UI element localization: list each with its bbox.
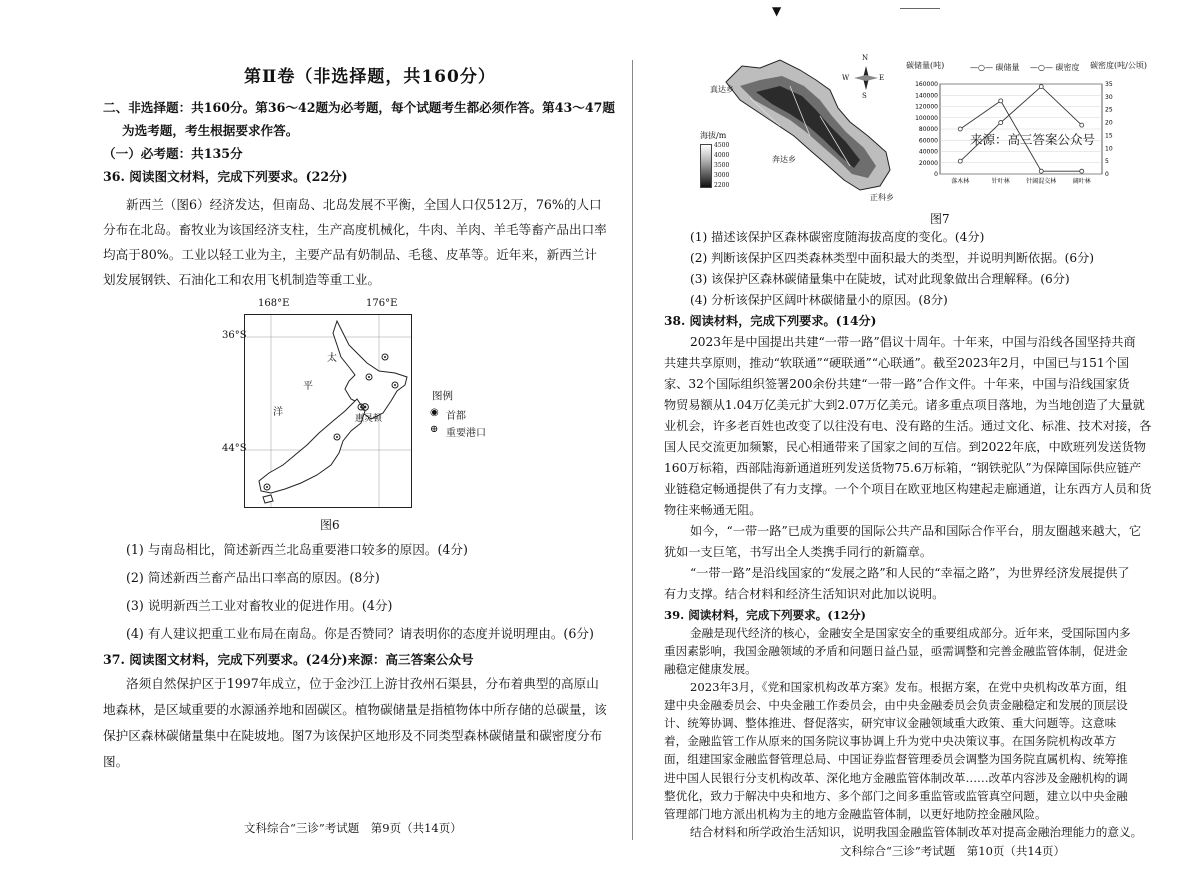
q36-item: (4) 有人建议把重工业布局在南岛。你是否赞同？请表明你的态度并说明理由。(6分): [126, 626, 594, 641]
left-footer: 文科综合“三诊”考试题 第9页（共14页）: [244, 821, 462, 835]
altitude-legend-bar: [700, 144, 712, 188]
chart-left-tick-label: 40000: [918, 148, 938, 156]
q39-text-line: 着，金融监管工作从原来的国务院议事协调上升为党中央决策议事。在国务院机构改革方: [664, 734, 1117, 749]
chart-left-tick-label: 100000: [915, 114, 938, 122]
chart-legend-storage: —○— 碳储量: [970, 63, 1020, 72]
ocean-label: 平: [303, 381, 313, 392]
chart-series-line-1: [960, 87, 1082, 162]
q39-heading: 39. 阅读材料，完成下列要求。(12分): [664, 608, 867, 622]
place-label: 真达乡: [710, 85, 734, 94]
chart-right-tick-label: 25: [1105, 106, 1113, 114]
chart-legend-density: —○— 碳密度: [1030, 63, 1080, 72]
altitude-value: 4000: [714, 152, 730, 159]
chart-right-tick-label: 20: [1105, 119, 1113, 127]
q37-heading: 37. 阅读图文材料，完成下列要求。(24分)来源：高三答案公众号: [103, 652, 474, 667]
q37-text-line: 保护区森林碳储量集中在陡坡地。图7为该保护区地形及不同类型森林碳储量和碳密度分布: [103, 728, 603, 743]
place-label: 奔达乡: [772, 155, 796, 164]
q36-item: (3) 说明新西兰工业对畜牧业的促进作用。(4分): [126, 598, 393, 613]
q39-text-line: 重因素影响，我国金融领域的矛盾和问题日益凸显，亟需调整和完善金融监管体制，促进金: [664, 644, 1128, 659]
chart-point-1: [999, 121, 1003, 125]
top-arrow-mark: ▼: [772, 4, 782, 18]
place-label: 正科乡: [870, 193, 894, 202]
chart-left-axis-title: 碳储量(吨): [906, 61, 945, 70]
q38-text-line: 2023年是中国提出共建“一带一路”倡议十周年。十年来，中国与沿线各国坚持共商: [690, 335, 1136, 349]
q37-text-line: 洛须自然保护区于1997年成立，位于金沙江上游甘孜州石渠县，分布着典型的高原山: [126, 676, 599, 691]
q39-text-line: 整优化，致力于解决中央和地方、多个部门之间多重监管或监管真空问题，建立以中央金融: [664, 788, 1128, 803]
chart-point-0: [999, 99, 1003, 103]
section-instructions-line-2: 为选考题，考生根据要求作答。: [122, 123, 299, 138]
q36-text-line: 划发展钢铁、石油化工和农用飞机制造等重工业。: [103, 272, 381, 287]
q38-text-line: 物贸易额从1.04万亿美元扩大到2.07万亿美元。诸多重点项目落地，为当地创造了大量就: [664, 398, 1145, 412]
chart-category-label: 针阔混交林: [1026, 178, 1057, 185]
section-instructions-line-1: 二、非选择题：共160分。第36～42题为必考题，每个试题考生都必须作答。第43～47题: [103, 100, 615, 115]
chart-point-0: [1039, 169, 1043, 173]
chart-watermark: 来源：高三答案公众号: [970, 132, 1096, 147]
chart-point-1: [1039, 85, 1043, 89]
q37-item: (4) 分析该保护区阔叶林碳储量小的原因。(8分): [690, 293, 948, 307]
chart-category-label: 针叶林: [991, 178, 1010, 185]
compass-icon: N E S W: [842, 54, 885, 100]
altitude-value: 3500: [714, 162, 730, 169]
q36-text-line: 分布在北岛。畜牧业为该国经济支柱，生产高度机械化，牛肉、羊肉、羊毛等畜产品出口率: [103, 222, 607, 237]
altitude-value: 3000: [714, 172, 730, 179]
q38-text-line: 业链稳定畅通提供了有力支撑。一个个项目在欧亚地区构建起走廊通道，让东西方人员和货: [664, 482, 1152, 496]
q38-text-line: 业机会，许多老百姓也改变了以往没有电、没有路的生活。通过文化、标准、技术对接，各: [664, 419, 1152, 433]
q39-text-line: 融稳定健康发展。: [664, 662, 757, 677]
q39-text-line: 进中国人民银行分支机构改革、深化地方金融监管体制改革……改革内容涉及金融机构的调: [664, 770, 1128, 785]
chart-right-tick-label: 35: [1105, 81, 1113, 88]
figure-6-caption: 图6: [320, 518, 340, 532]
q36-item: (2) 简述新西兰畜产品出口率高的原因。(8分): [126, 570, 380, 585]
chart-category-label: 阔叶林: [1072, 178, 1091, 185]
chart-left-tick-label: 0: [934, 171, 938, 178]
chart-left-tick-label: 60000: [918, 137, 938, 145]
q38-text-line: 犹如一支巨笔，书写出全人类携手同行的新篇章。: [664, 545, 933, 559]
chart-right-tick-label: 10: [1105, 145, 1113, 153]
q38-text-line: 共建共享原则，推动“软联通”“硬联通”“心联通”。截至2023年2月，中国已与151个国: [664, 356, 1130, 370]
latitude-label: 36°S: [222, 330, 247, 341]
new-zealand-map: [244, 314, 412, 508]
figure-7-caption: 图7: [930, 212, 950, 226]
chart-left-tick-label: 20000: [918, 159, 938, 167]
latitude-label: 44°S: [222, 443, 247, 454]
q36-item: (1) 与南岛相比，简述新西兰北岛重要港口较多的原因。(4分): [126, 542, 468, 557]
port-legend-icon: ⊕: [430, 424, 439, 435]
q37-item: (3) 该保护区森林碳储量集中在陡坡，试对此现象做出合理解释。(6分): [690, 272, 1070, 286]
q38-text-line: 有力支撑。结合材料和经济生活知识对此加以说明。: [664, 587, 945, 601]
q38-text-line: 物往来畅通无阻。: [664, 503, 762, 517]
altitude-value: 2200: [714, 182, 730, 189]
q38-text-line: 160万标箱，西部陆海新通道班列发送货物75.6万标箱，“钢铁驼队”为保障国际供应链产: [664, 461, 1142, 475]
altitude-legend-title: 海拔/m: [700, 131, 727, 140]
chart-right-tick-label: 15: [1105, 132, 1113, 140]
ocean-label: 太: [327, 353, 337, 364]
chart-left-tick-label: 120000: [915, 103, 938, 111]
chart-left-tick-label: 140000: [915, 92, 938, 100]
page-divider: [632, 60, 633, 840]
chart-right-tick-label: 0: [1105, 171, 1109, 178]
q37-item: (2) 判断该保护区四类森林类型中面积最大的类型，并说明判断依据。(6分): [690, 251, 1095, 265]
ocean-label: 洋: [273, 407, 283, 418]
q38-text-line: “一带一路”是沿线国家的“发展之路”和人民的“幸福之路”，为世界经济发展提供了: [690, 566, 1130, 580]
q37-text-line: 地森林，是区域重要的水源涵养地和固碳区。植物碳储量是指植物体中所存储的总碳量，该: [103, 702, 607, 717]
q36-text-line: 新西兰（图6）经济发达，但南岛、北岛发展不平衡，全国人口仅512万，76%的人口: [126, 197, 602, 212]
new-zealand-outline: [245, 315, 411, 507]
chart-point-0: [958, 127, 962, 131]
chart-left-tick-label: 80000: [918, 126, 938, 133]
q39-text-line: 金融是现代经济的核心，金融安全是国家安全的重要组成部分。近年来，受国际国内多: [690, 626, 1131, 641]
q39-text-line: 结合材料和所学政治生活知识，说明我国金融监管体制改革对提高金融治理能力的意义。: [690, 824, 1143, 839]
q37-item: (1) 描述该保护区森林碳密度随海拔高度的变化。(4分): [690, 230, 985, 244]
chart-left-tick-label: 160000: [915, 81, 938, 88]
capital-legend-icon: ◉: [430, 407, 439, 418]
q38-text-line: 家、32个国际组织签署200余份共建“一带一路”合作文件。十年来，中国与沿线国家货: [664, 377, 1130, 391]
q38-heading: 38. 阅读材料，完成下列要求。(14分): [664, 314, 877, 328]
chart-point-1: [1080, 123, 1084, 127]
q37-text-line: 图。: [103, 754, 129, 769]
legend-title: 图例: [432, 390, 453, 402]
q39-text-line: 计、统筹协调、整体推进、督促落实，研究审议金融领域重大政策、重大问题等。这意味: [664, 716, 1117, 731]
q36-text-line: 均高于80%。工业以轻工业为主，主要产品有奶制品、毛毯、皮革等。近年来，新西兰计: [103, 247, 597, 262]
chart-point-0: [1080, 169, 1084, 173]
q39-text-line: 建中央金融委员会、中央金融工作委员会，由中央金融委员会负责金融稳定和发展的顶层设: [664, 698, 1128, 713]
chart-point-1: [958, 159, 962, 163]
altitude-value: 4500: [714, 142, 730, 149]
q36-heading: 36. 阅读图文材料，完成下列要求。(22分): [103, 169, 348, 184]
capital-legend-label: 首都: [446, 411, 466, 422]
chart-right-tick-label: 30: [1105, 93, 1113, 101]
wellington-label: 惠灵顿: [355, 414, 383, 424]
longitude-label: 176°E: [366, 298, 398, 309]
q39-text-line: 2023年3月，《党和国家机构改革方案》发布。根据方案，在党中央机构改革方面，组: [690, 680, 1127, 695]
q39-text-line: 管理部门地方派出机构为主的地方金融监管体制，以更好地防控金融风险。: [664, 806, 1047, 821]
q39-text-line: 面，组建国家金融监督管理总局、中国证券监督管理委员会调整为国务院直属机构、统筹推: [664, 752, 1128, 767]
chart-category-label: 落木林: [951, 178, 970, 185]
right-footer: 文科综合“三诊”考试题 第10页（共14页）: [840, 844, 1066, 858]
q38-text-line: 如今，“一带一路”已成为重要的国际公共产品和国际合作平台，朋友圈越来越大，它: [690, 524, 1142, 538]
port-legend-label: 重要港口: [446, 428, 486, 439]
section-title: 第Ⅱ卷（非选择题，共160分）: [244, 67, 496, 87]
longitude-label: 168°E: [258, 298, 290, 309]
q38-text-line: 国人民交流更加频繁，民心相通带来了国家之间的互信。到2022年底，中欧班列发送货物: [664, 440, 1146, 454]
required-subsection: （一）必考题：共135分: [103, 146, 243, 161]
chart-right-tick-label: 5: [1105, 158, 1109, 166]
chart-right-axis-title: 碳密度(吨/公顷): [1090, 61, 1147, 70]
